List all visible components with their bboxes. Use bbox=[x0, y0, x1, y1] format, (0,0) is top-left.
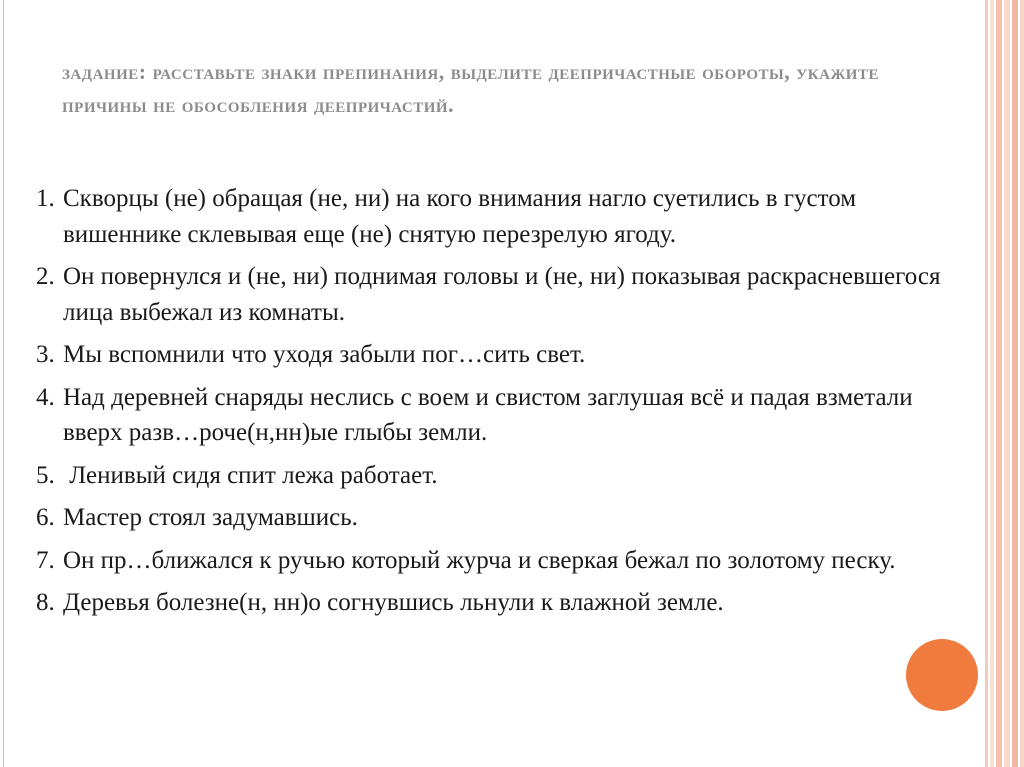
exercise-item-1 bbox=[36, 181, 956, 252]
item-number: 4. bbox=[36, 383, 55, 411]
item-number: 2. bbox=[36, 263, 55, 290]
item-number: 5. bbox=[36, 461, 55, 489]
left-border-line bbox=[3, 0, 4, 767]
item-text: Деревья болезне(н, нн)о согнувшись льнули к влажной земле. bbox=[63, 589, 724, 616]
exercise-item-2 bbox=[36, 259, 956, 330]
exercise-item-6 bbox=[36, 500, 956, 536]
exercise-item-5 bbox=[36, 458, 956, 494]
item-text: Мастер стоял задумавшись. bbox=[63, 504, 358, 531]
exercise-item-4 bbox=[36, 380, 956, 451]
item-number: 6. bbox=[36, 504, 55, 531]
exercise-list bbox=[36, 181, 956, 628]
item-number: 7. bbox=[36, 546, 55, 574]
exercise-item-3 bbox=[36, 337, 956, 373]
slide-title bbox=[62, 55, 942, 121]
item-number: 1. bbox=[36, 185, 55, 212]
exercise-item-8 bbox=[36, 585, 956, 621]
item-text: Ленивый сидя спит лежа работает. bbox=[63, 461, 438, 489]
item-number: 8. bbox=[36, 589, 55, 616]
orange-circle-decoration bbox=[906, 639, 978, 711]
item-text: Скворцы (не) обращая (не, ни) на кого внимания нагло суетились в густом вишеннике склевывая еще (не) снятую перезрелую ягоду. bbox=[63, 185, 857, 248]
item-text: Он пр…ближался к ручью который журча и сверкая бежал по золотому песку. bbox=[63, 546, 896, 574]
slide-title-text: задание: расставьте знаки препинания, выделите деепричастные обороты, укажите причины не обособления деепричастий. bbox=[62, 59, 879, 117]
item-number: 3. bbox=[36, 341, 55, 368]
item-text: Он повернулся и (не, ни) поднимая головы и (не, ни) показывая раскрасневшегося лица выбежал из комнаты. bbox=[63, 263, 941, 326]
item-text: Мы вспомнили что уходя забыли пог…сить свет. bbox=[63, 341, 586, 368]
item-text: Над деревней снаряды неслись с воем и свистом заглушая всё и падая взметали вверх разв…роче(н,нн)ые глыбы земли. bbox=[63, 383, 913, 446]
right-decorative-stripes bbox=[980, 0, 1024, 767]
exercise-item-7 bbox=[36, 543, 956, 579]
